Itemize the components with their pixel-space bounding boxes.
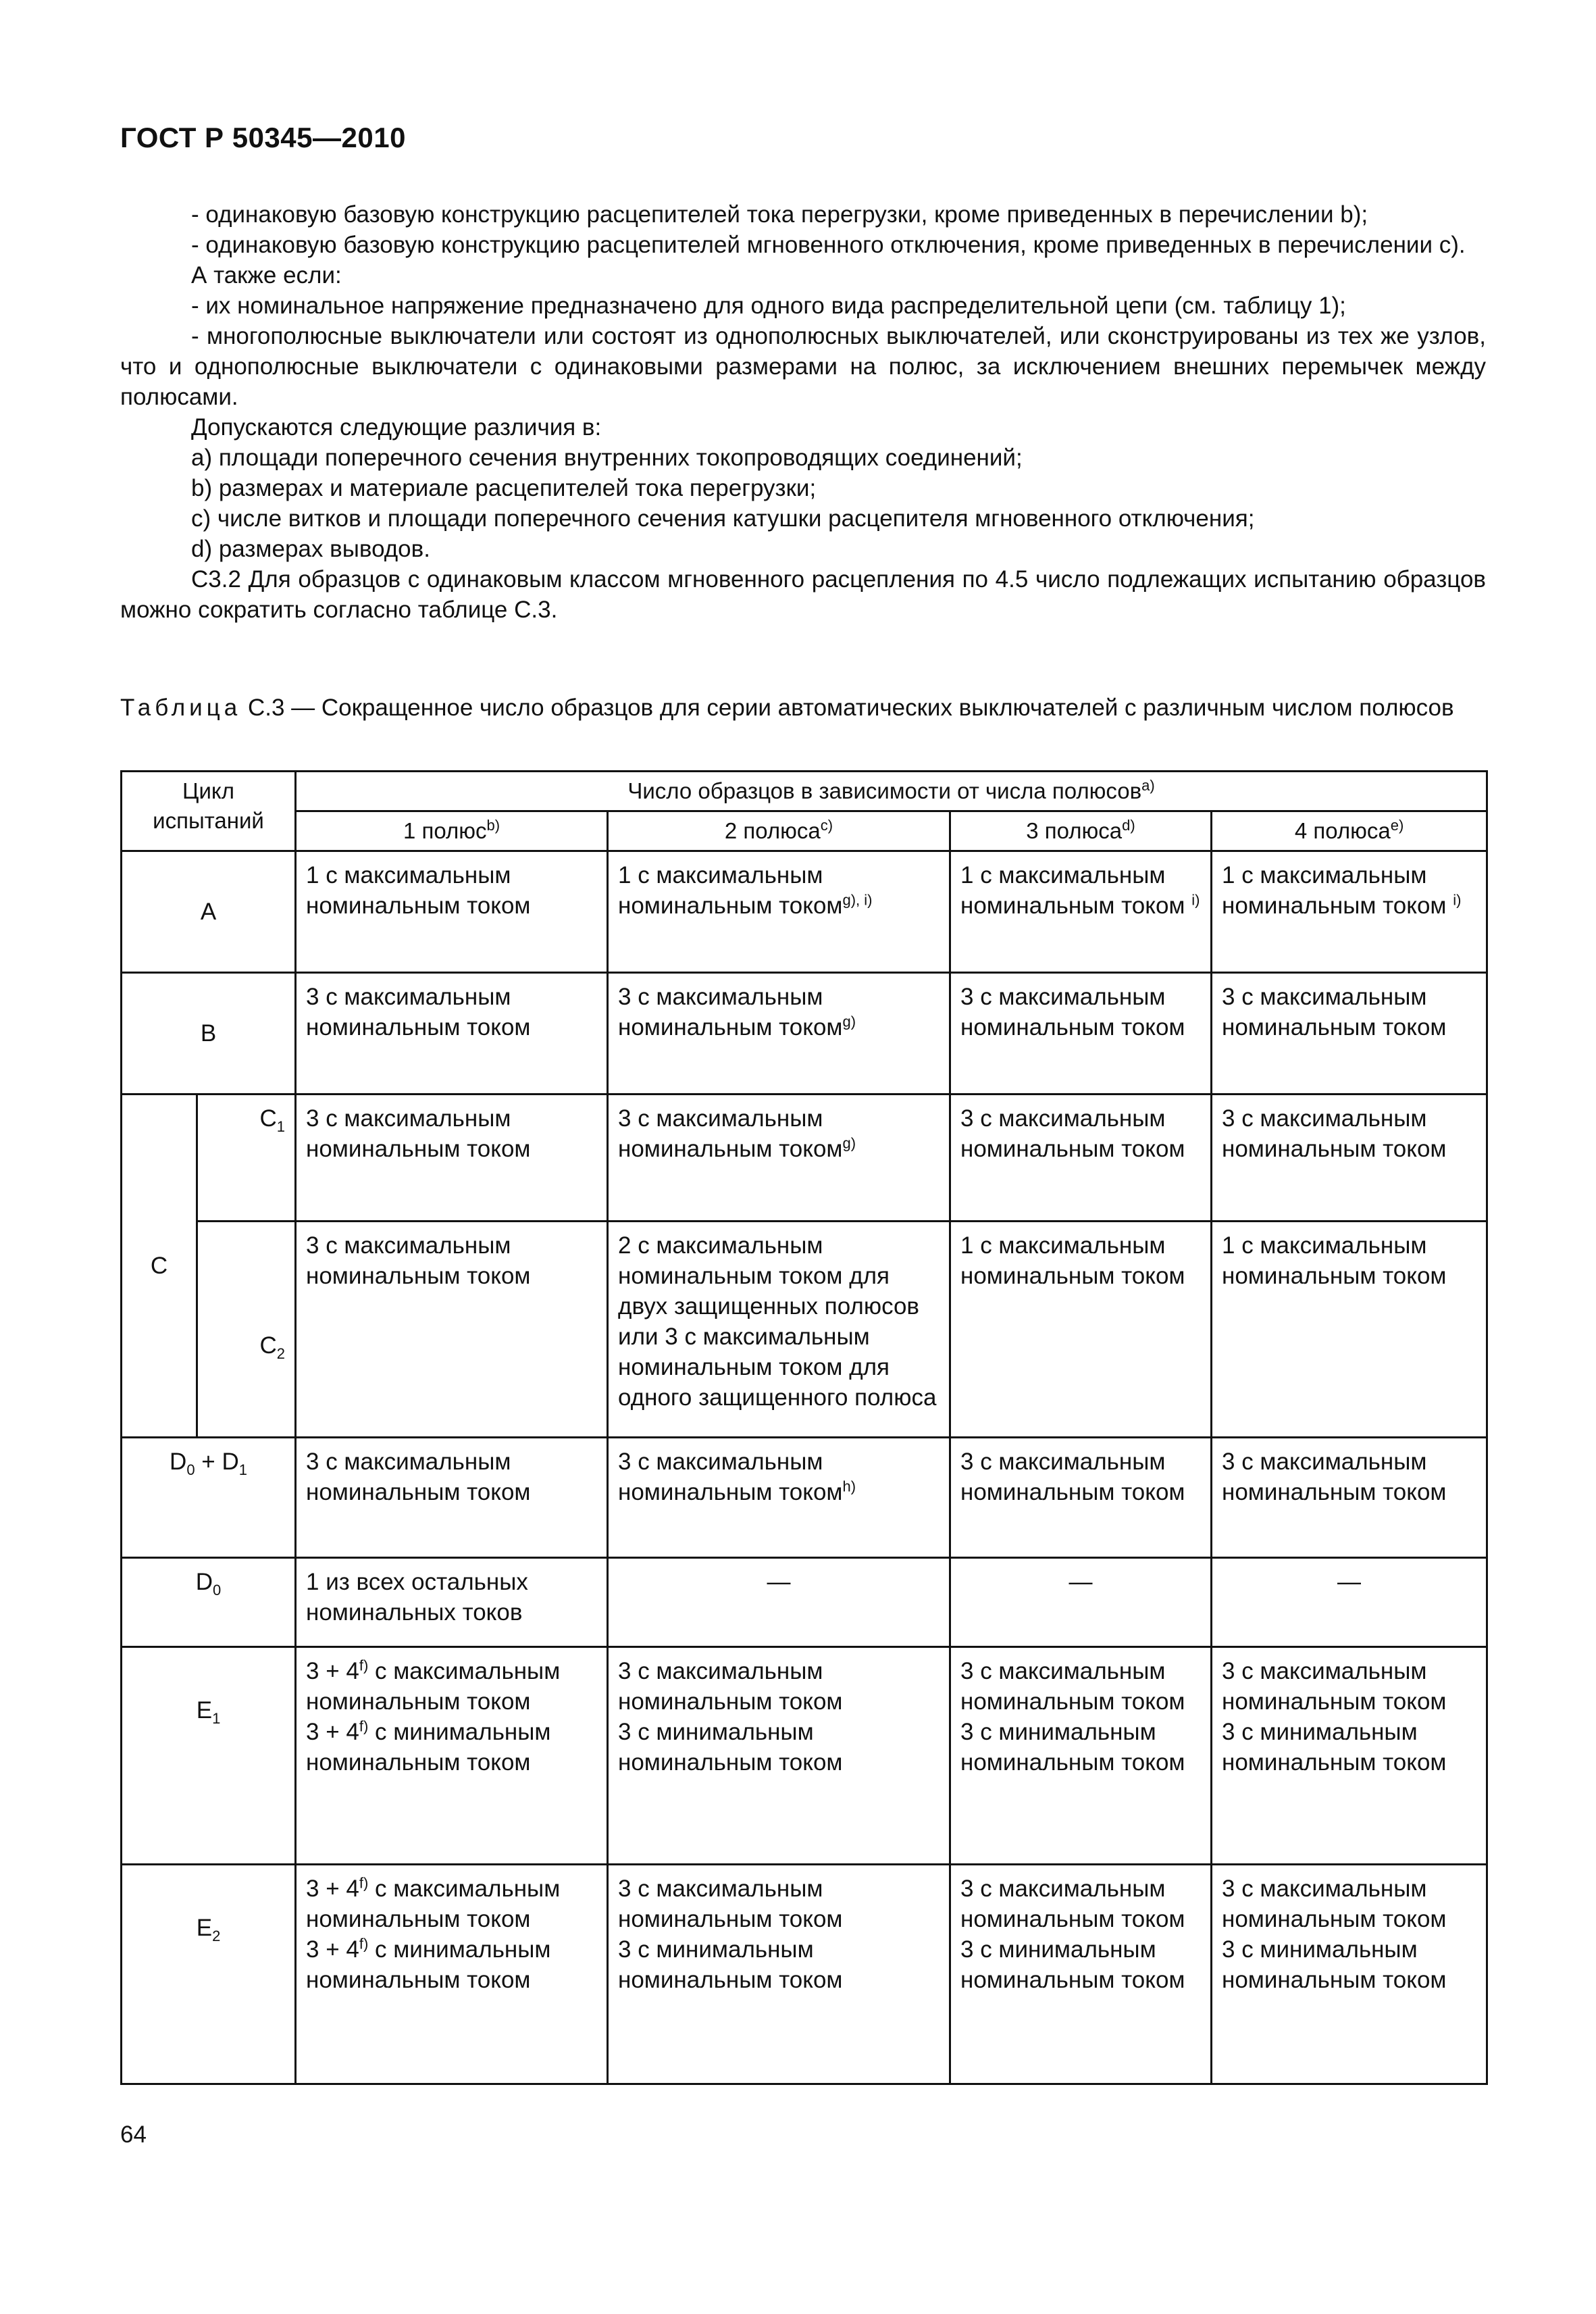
table-cell: 3 с максимальным номинальным током xyxy=(1212,1095,1487,1222)
paragraph: С3.2 Для образцов с одинаковым классом мгновенного расцепления по 4.5 число подлежащих испытанию образцов можно сократить согласно таблице С.3. xyxy=(120,566,1486,623)
paragraph: - одинаковую базовую конструкцию расцепителей мгновенного отключения, кроме приведенных в перечислении с). xyxy=(191,232,1466,258)
table-row xyxy=(122,851,1487,973)
table-cell: $3 + 4^{f)}$ с максимальным номинальным током $3 + 4^{f)}$ с минимальным номинальным током xyxy=(296,1865,608,2084)
table-cell: 3 с максимальным номинальным током 3 с минимальным номинальным током xyxy=(1212,1865,1487,2084)
header-4-pole: 4 полюса$^{е)}$ xyxy=(1212,811,1487,851)
table-row xyxy=(122,1647,1487,1865)
paragraph: - многополюсные выключатели или состоят из однополюсных выключателей, или сконструированы из тех же узлов, что и однополюсные выключатели с одинаковыми размерами на полюс, за исключением внешних перемычек между полюсами. xyxy=(120,323,1486,410)
paragraph: а) площади поперечного сечения внутренних токопроводящих соединений; xyxy=(191,445,1023,471)
table-cell: — xyxy=(950,1558,1212,1647)
paragraph: d) размерах выводов. xyxy=(191,536,430,562)
table-cell: 3 с максимальным номинальным током$^{h)}$ xyxy=(608,1438,950,1558)
table-cell: 1 с максимальным номинальным током $^{i)}$ xyxy=(1212,851,1487,973)
table-cell: 3 с максимальным номинальным током xyxy=(296,1095,608,1222)
table-cell: 3 с максимальным номинальным током xyxy=(1212,973,1487,1095)
paragraph: b) размерах и материале расцепителей тока перегрузки; xyxy=(191,475,817,501)
table-cell: 3 с максимальным номинальным током xyxy=(1212,1438,1487,1558)
table-cell: $3 + 4^{f)}$ с максимальным номинальным током $3 + 4^{f)}$ с минимальным номинальным током xyxy=(296,1647,608,1865)
header-1-pole: 1 полюс$^{b)}$ xyxy=(296,811,608,851)
table-cell: 3 с максимальным номинальным током xyxy=(950,1438,1212,1558)
table-caption-text: С.3 — Сокращенное число образцов для серии автоматических выключателей с различным числом полюсов xyxy=(247,695,1454,721)
header-cycle: Цикл испытаний xyxy=(122,772,296,851)
subcycle-cell: $С_1$ xyxy=(197,1095,296,1222)
table-cell: — xyxy=(608,1558,950,1647)
table-row xyxy=(122,1438,1487,1558)
table-cell: 3 с максимальным номинальным током xyxy=(296,1438,608,1558)
table-cell: 2 с максимальным номинальным током для двух защищенных полюсов или 3 с максимальным номинальным током для одного защищенного полюса xyxy=(608,1222,950,1438)
table-row xyxy=(122,1865,1487,2084)
table-header-row xyxy=(122,811,1487,851)
table-cell: 3 с максимальным номинальным током$^{g)}$ xyxy=(608,1095,950,1222)
table-row xyxy=(122,1558,1487,1647)
table-cell: 3 с максимальным номинальным током 3 с минимальным номинальным током xyxy=(1212,1647,1487,1865)
cycle-cell: $Е_1$ xyxy=(122,1647,296,1865)
table-header-row xyxy=(122,772,1487,811)
paragraph: Допускаются следующие различия в: xyxy=(191,414,602,441)
table-cell: 1 с максимальным номинальным током $^{i)}$ xyxy=(950,851,1212,973)
subcycle-cell: $С_2$ xyxy=(197,1222,296,1438)
table-cell: 3 с максимальным номинальным током xyxy=(296,973,608,1095)
table-cell: 1 с максимальным номинальным током xyxy=(1212,1222,1487,1438)
table-cell: 1 с максимальным номинальным током xyxy=(950,1222,1212,1438)
table-cell: 3 с максимальным номинальным током 3 с минимальным номинальным током xyxy=(950,1647,1212,1865)
cycle-cell: $D_0 + D_1$ xyxy=(122,1438,296,1558)
cycle-cell: $Е_2$ xyxy=(122,1865,296,2084)
document-header: ГОСТ Р 50345—2010 xyxy=(120,122,406,153)
table-cell: 3 с максимальным номинальным током xyxy=(950,1095,1212,1222)
cycle-cell: С xyxy=(122,1095,197,1438)
paragraph: с) числе витков и площади поперечного сечения катушки расцепителя мгновенного отключения; xyxy=(191,505,1255,532)
table-cell: 3 с максимальным номинальным током xyxy=(950,973,1212,1095)
table-cell: 1 с максимальным номинальным током$^{g), i)}$ xyxy=(608,851,950,973)
page-number: 64 xyxy=(120,2121,147,2148)
table-cell: 3 с максимальным номинальным током xyxy=(296,1222,608,1438)
header-3-pole: 3 полюса$^{d)}$ xyxy=(950,811,1212,851)
paragraph: А также если: xyxy=(191,262,342,288)
table-cell: 3 с максимальным номинальным током 3 с минимальным номинальным током xyxy=(608,1865,950,2084)
header-group: Число образцов в зависимости от числа полюсов$^{а)}$ xyxy=(296,772,1487,811)
table-cell: 3 с максимальным номинальным током$^{g)}$ xyxy=(608,973,950,1095)
table-cell: 1 из всех остальных номинальных токов xyxy=(296,1558,608,1647)
table-caption xyxy=(120,693,1486,723)
table-row xyxy=(122,1222,1487,1438)
header-2-pole: 2 полюса$^{с)}$ xyxy=(608,811,950,851)
body-text xyxy=(120,199,1486,625)
samples-table xyxy=(120,770,1488,2085)
table-cell: 1 с максимальным номинальным током xyxy=(296,851,608,973)
table-cell: 3 с максимальным номинальным током 3 с минимальным номинальным током xyxy=(608,1647,950,1865)
cycle-cell: $D_0$ xyxy=(122,1558,296,1647)
paragraph: - их номинальное напряжение предназначено для одного вида распределительной цепи (см. таблицу 1); xyxy=(191,293,1346,319)
paragraph: - одинаковую базовую конструкцию расцепителей тока перегрузки, кроме приведенных в перечислении b); xyxy=(191,201,1368,228)
cycle-cell: В xyxy=(122,973,296,1095)
table-caption-label: Таблица xyxy=(120,695,242,721)
table-row xyxy=(122,1095,1487,1222)
table-cell: — xyxy=(1212,1558,1487,1647)
table-cell: 3 с максимальным номинальным током 3 с минимальным номинальным током xyxy=(950,1865,1212,2084)
table-row xyxy=(122,973,1487,1095)
cycle-cell: А xyxy=(122,851,296,973)
